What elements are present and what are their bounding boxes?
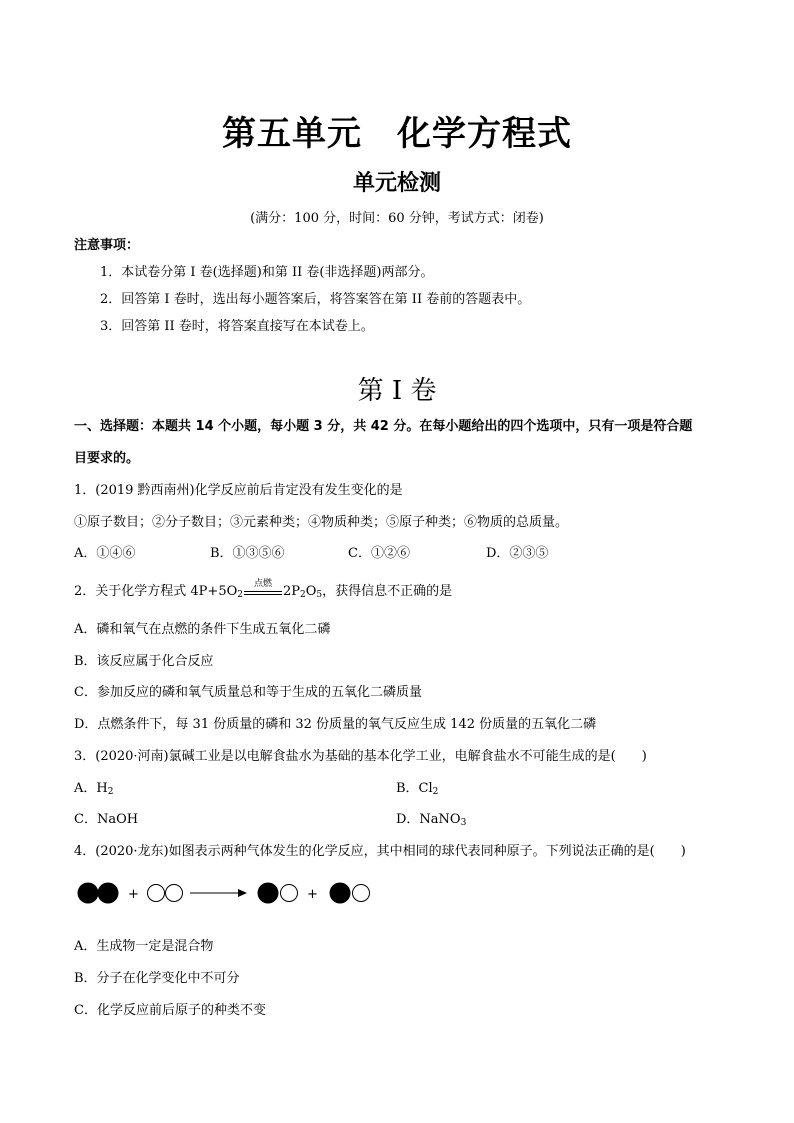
answer-option: C．NaOH <box>74 812 139 827</box>
notice-heading: 注意事项： <box>74 238 140 253</box>
plus-sign: + <box>307 887 318 902</box>
page-subtitle: 单元检测 <box>352 171 441 196</box>
reactant-molecule-black <box>78 883 119 904</box>
question-stem: 1．(2019 黔西南州)化学反应前后肯定没有发生变化的是 <box>74 483 403 498</box>
question-stem: 2．关于化学方程式 $4P+5O_2$ 点燃 $2P_2O_5$，获得信息不正确的是 <box>74 578 453 600</box>
notice-item: 1．本试卷分第 I 卷(选择题)和第 II 卷(非选择题)两部分。 <box>100 265 434 280</box>
notice-item: 2．回答第 I 卷时，选出每小题答案后，将答案答在第 II 卷前的答题表中。 <box>100 292 531 307</box>
reaction-condition: 点燃 <box>244 585 282 599</box>
reactant-molecule-white <box>148 885 183 902</box>
reaction-arrow <box>190 889 247 897</box>
answer-option: B．分子在化学变化中不可分 <box>74 971 240 986</box>
answer-option: C．①②⑥ <box>348 546 410 561</box>
section-instruction: 一、选择题：本题共 14 个小题，每小题 3 分，共 42 分。在每小题给出的四个选项中，只有一项是符合题 <box>74 419 693 434</box>
answer-option: B．①③⑤⑥ <box>210 546 285 561</box>
answer-option: A．生成物一定是混合物 <box>74 939 214 954</box>
notice-item: 3．回答第 II 卷时，将答案直接写在本试卷上。 <box>100 319 374 334</box>
product-molecule <box>258 883 298 904</box>
answer-option: D．点燃条件下，每 31 份质量的磷和 32 份质量的氧气反应生成 142 份质量的五氧化二磷 <box>74 717 597 732</box>
answer-option: D．②③⑤ <box>486 546 549 561</box>
section-title: 第 I 卷 <box>357 376 437 406</box>
answer-option: A．$H_2$ <box>74 781 114 797</box>
question-stem: 4．(2020·龙东)如图表示两种气体发生的化学反应，其中相同的球代表同种原子。下列说法正确的是( ) <box>74 844 686 859</box>
answer-option: A．①④⑥ <box>74 546 136 561</box>
answer-option: C．化学反应前后原子的种类不变 <box>74 1003 266 1018</box>
question-stem: 3．(2020·河南)氯碱工业是以电解食盐水为基础的基本化学工业，电解食盐水不可能生成的是( ) <box>74 749 647 764</box>
product-molecule <box>330 883 370 904</box>
reaction-diagram <box>70 875 380 915</box>
answer-option: B．$Cl_2$ <box>396 781 439 797</box>
plus-sign: + <box>128 887 139 902</box>
page-title: 第五单元 化学方程式 <box>222 114 572 154</box>
section-instruction: 目要求的。 <box>74 451 140 466</box>
answer-option: B．该反应属于化合反应 <box>74 654 214 669</box>
question-detail: ①原子数目；②分子数目；③元素种类；④物质种类；⑤原子种类；⑥物质的总质量。 <box>74 515 569 530</box>
answer-option: D．NaNO$_3$ <box>396 812 467 828</box>
answer-option: A．磷和氧气在点燃的条件下生成五氧化二磷 <box>74 622 331 637</box>
exam-meta: (满分：100 分，时间：60 分钟，考试方式：闭卷) <box>250 211 544 226</box>
answer-option: C．参加反应的磷和氧气质量总和等于生成的五氧化二磷质量 <box>74 685 422 700</box>
